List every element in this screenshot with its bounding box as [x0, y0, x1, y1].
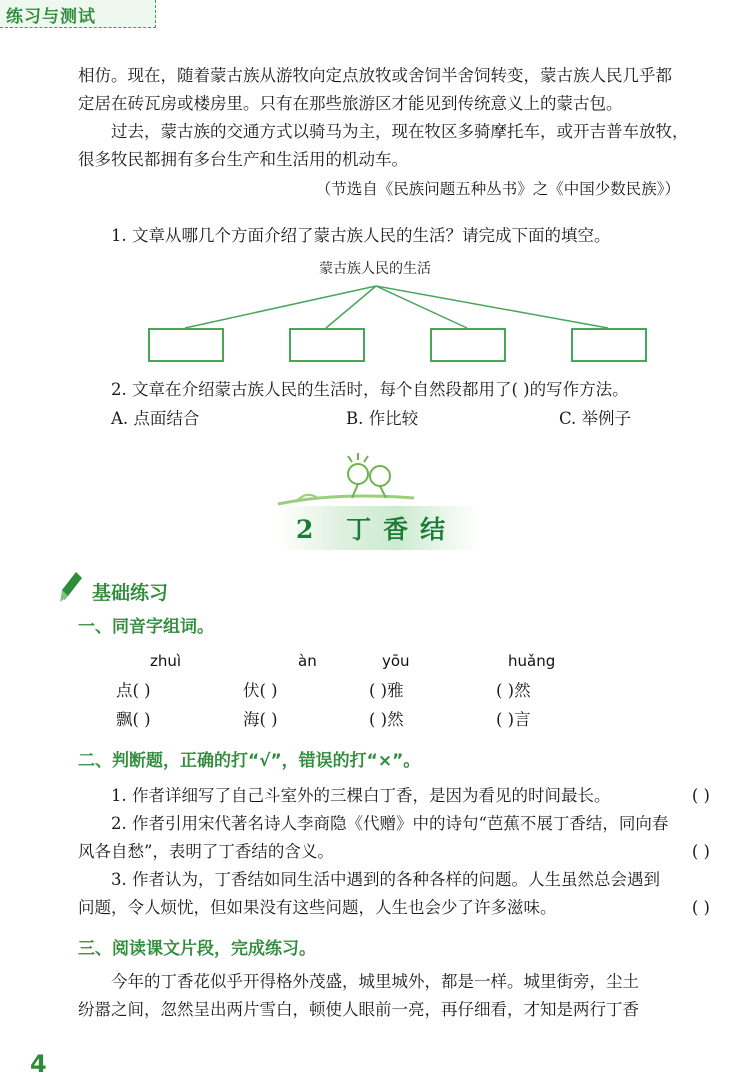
- passage-line-3: 过去，蒙古族的交通方式以骑马为主，现在牧区多骑摩托车，或开吉普车放牧，: [111, 122, 689, 141]
- word-blank-2[interactable]: 伏( ): [243, 681, 278, 700]
- diagram-blank-4[interactable]: [571, 328, 647, 362]
- choice-c[interactable]: C. 举例子: [559, 409, 632, 428]
- pinyin-1: zhuì: [150, 652, 182, 670]
- passage-line-1: 相仿。现在，随着蒙古族从游牧向定点放牧或舍饲半舍饲转变，蒙古族人民几乎都: [78, 66, 672, 85]
- tree-diagram: [0, 258, 750, 378]
- choice-b[interactable]: B. 作比较: [346, 409, 419, 428]
- judge-item-2-line-2: 风各自愁”，表明了丁香结的含义。: [78, 842, 334, 861]
- word-blank-1[interactable]: 点( ): [116, 681, 151, 700]
- children-doodle-icon: [276, 452, 416, 512]
- header-tab: [0, 0, 156, 28]
- passage-source: （节选自《民族问题五种丛书》之《中国少数民族》）: [315, 180, 680, 198]
- judge-item-3-line-2: 问题，令人烦忧，但如果没有这些问题，人生也会少了许多滋味。: [78, 898, 557, 917]
- lesson-title: [278, 506, 478, 550]
- pen-icon: [58, 570, 84, 604]
- word-blank-8[interactable]: ( )言: [496, 710, 531, 729]
- diagram-blank-3[interactable]: [430, 328, 506, 362]
- judge-item-3-line-1: 3. 作者认为，丁香结如同生活中遇到的各种各样的问题。人生虽然总会遇到: [111, 870, 660, 889]
- question-1: 1. 文章从哪几个方面介绍了蒙古族人民的生活？请完成下面的填空。: [111, 226, 611, 245]
- header-tab-label: 练习与测试: [6, 7, 96, 27]
- judge-item-1: 1. 作者详细写了自己斗室外的三棵白丁香，是因为看见的时间最长。: [111, 786, 611, 805]
- passage-line-2: 定居在砖瓦房或楼房里。只有在那些旅游区才能见到传统意义上的蒙古包。: [78, 94, 623, 113]
- section-3-heading: 三、阅读课文片段，完成练习。: [78, 939, 316, 959]
- judge-item-2-line-1: 2. 作者引用宋代著名诗人李商隐《代赠》中的诗句“芭蕉不展丁香结，同向春: [111, 814, 669, 833]
- word-blank-5[interactable]: 飘( ): [116, 710, 151, 729]
- reading-line-2: 纷嚣之间，忽然呈出两片雪白，顿使人眼前一亮，再仔细看，才知是两行丁香: [78, 1000, 639, 1019]
- pinyin-2: àn: [298, 652, 317, 670]
- basic-practice-heading: 基础练习: [92, 582, 169, 604]
- pinyin-4: huǎng: [508, 652, 556, 670]
- word-blank-6[interactable]: 海( ): [243, 710, 278, 729]
- word-blank-3[interactable]: ( )雅: [369, 681, 404, 700]
- lesson-title-text: 2 丁香结: [296, 515, 458, 544]
- diagram-blank-1[interactable]: [148, 328, 224, 362]
- diagram-blank-2[interactable]: [289, 328, 365, 362]
- pinyin-3: yōu: [382, 652, 410, 670]
- judge-answer-1[interactable]: ( ): [691, 786, 710, 805]
- question-2: 2. 文章在介绍蒙古族人民的生活时，每个自然段都用了( )的写作方法。: [111, 380, 629, 399]
- passage-line-4: 很多牧民都拥有多台生产和生活用的机动车。: [78, 150, 408, 169]
- section-1-heading: 一、同音字组词。: [78, 617, 214, 637]
- section-2-heading: 二、判断题，正确的打“√”，错误的打“×”。: [78, 751, 421, 771]
- choice-a[interactable]: A. 点面结合: [111, 409, 200, 428]
- judge-answer-2[interactable]: ( ): [691, 842, 710, 861]
- diagram-title: 蒙古族人民的生活: [319, 261, 431, 277]
- word-blank-4[interactable]: ( )然: [496, 681, 531, 700]
- page-number: 4: [30, 1050, 47, 1078]
- reading-line-1: 今年的丁香花似乎开得格外茂盛，城里城外，都是一样。城里街旁，尘土: [111, 972, 639, 991]
- word-blank-7[interactable]: ( )然: [369, 710, 404, 729]
- judge-answer-3[interactable]: ( ): [691, 898, 710, 917]
